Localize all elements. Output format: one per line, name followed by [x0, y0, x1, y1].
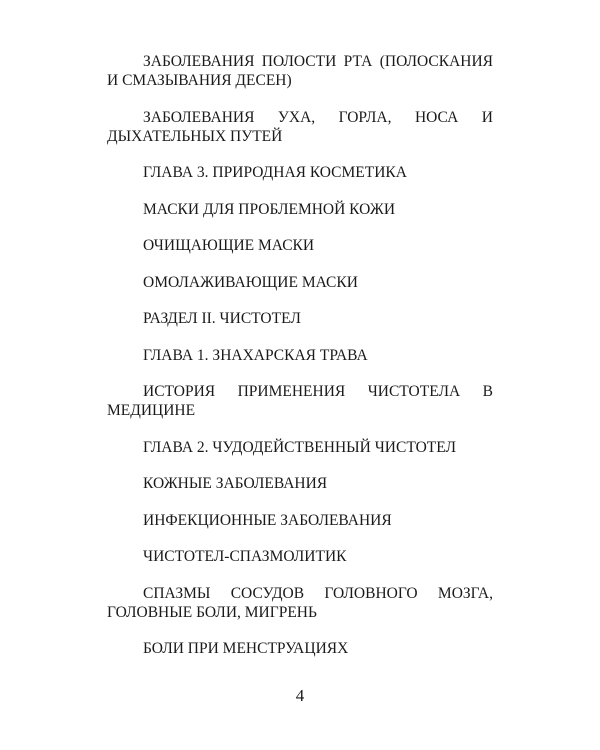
toc-entry: ОЧИЩАЮЩИЕ МАСКИ	[143, 237, 315, 254]
toc-entry: МАСКИ ДЛЯ ПРОБЛЕМНОЙ КОЖИ	[143, 200, 396, 218]
toc-entry: БОЛИ ПРИ МЕНСТРУАЦИЯХ	[143, 640, 349, 657]
toc-entry: ИНФЕКЦИОННЫЕ ЗАБОЛЕВАНИЯ	[143, 511, 392, 529]
toc-entry: КОЖНЫЕ ЗАБОЛЕВАНИЯ	[143, 475, 328, 492]
table-of-contents	[107, 52, 493, 658]
toc-entry: ИСТОРИЯ ПРИМЕНЕНИЯ ЧИСТОТЕЛА В МЕДИЦИНЕ	[107, 383, 493, 419]
toc-entry: ЗАБОЛЕВАНИЯ УХА, ГОРЛА, НОСА И ДЫХАТЕЛЬНЫХ ПУТЕЙ	[107, 108, 493, 145]
toc-entry: ОМОЛАЖИВАЮЩИЕ МАСКИ	[143, 273, 358, 291]
toc-entry: ЗАБОЛЕВАНИЯ ПОЛОСТИ РТА (ПОЛОСКАНИЯ И СМАЗЫВАНИЯ ДЕСЕН)	[107, 53, 493, 89]
toc-entry: СПАЗМЫ СОСУДОВ ГОЛОВНОГО МОЗГА, ГОЛОВНЫЕ БОЛИ, МИГРЕНЬ	[107, 584, 493, 621]
page-number: 4	[295, 686, 305, 705]
toc-entry: ГЛАВА 1. ЗНАХАРСКАЯ ТРАВА	[143, 346, 368, 364]
toc-entry: ГЛАВА 3. ПРИРОДНАЯ КОСМЕТИКА	[143, 164, 407, 181]
toc-entry: РАЗДЕЛ II. ЧИСТОТЕЛ	[143, 310, 301, 327]
toc-entry: ГЛАВА 2. ЧУДОДЕЙСТВЕННЫЙ ЧИСТОТЕЛ	[143, 438, 457, 456]
toc-entry: ЧИСТОТЕЛ-СПАЗМОЛИТИК	[143, 548, 347, 565]
